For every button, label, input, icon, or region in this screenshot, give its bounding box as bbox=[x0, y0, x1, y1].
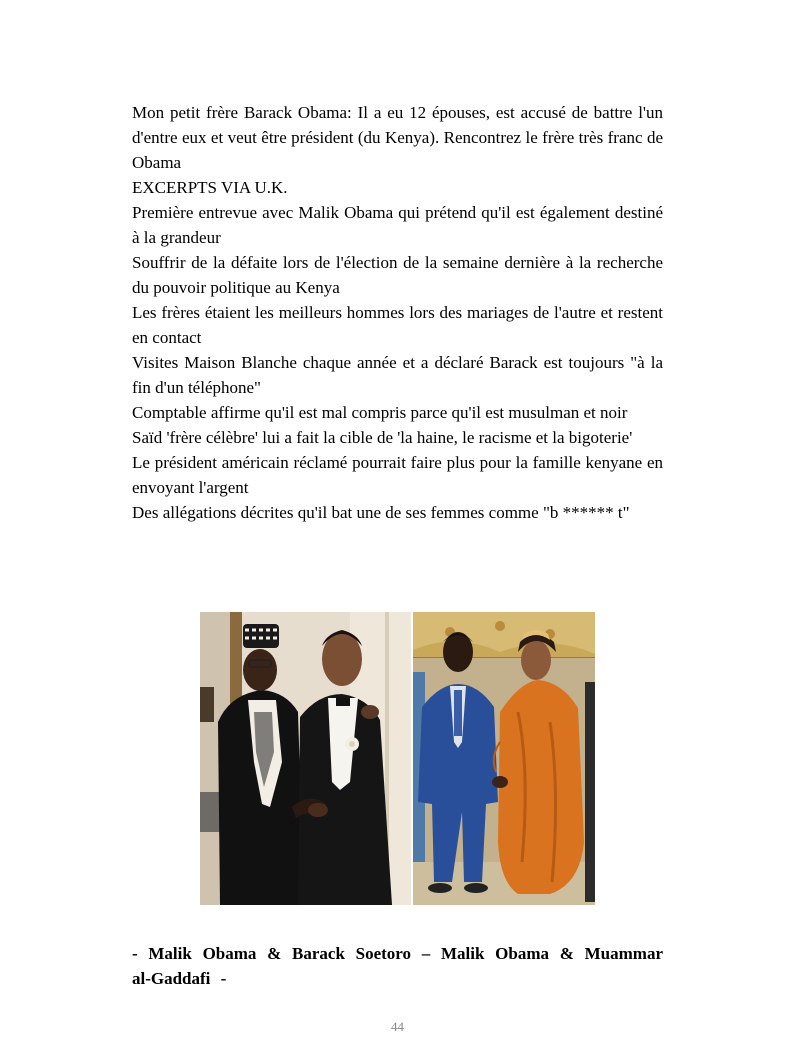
article-body bbox=[132, 100, 663, 525]
paragraph-bullet-7: Le président américain réclamé pourrait faire plus pour la famille kenyane en envoyant l'argent bbox=[132, 453, 663, 497]
paragraph-excerpts: EXCERPTS VIA U.K. bbox=[132, 178, 288, 197]
photo-left-wedding bbox=[200, 612, 412, 905]
paragraph-bullet-5: Comptable affirme qu'il est mal compris parce qu'il est musulman et noir bbox=[132, 403, 628, 422]
photo-right-tent bbox=[413, 612, 595, 905]
paragraph-bullet-1: Première entrevue avec Malik Obama qui prétend qu'il est également destiné à la grandeur bbox=[132, 203, 663, 247]
paragraph-bullet-8: Des allégations décrites qu'il bat une de ses femmes comme "b ****** t" bbox=[132, 503, 630, 522]
paragraph-bullet-4: Visites Maison Blanche chaque année et a déclaré Barack est toujours "à la fin d'un téléphone" bbox=[132, 353, 663, 397]
paragraph-bullet-2: Souffrir de la défaite lors de l'élection de la semaine dernière à la recherche du pouvoir politique au Kenya bbox=[132, 253, 663, 297]
paragraph-headline: Mon petit frère Barack Obama: Il a eu 12 épouses, est accusé de battre l'un d'entre eux et veut être président (du Kenya). Rencontrez le frère très franc de Obama bbox=[132, 103, 663, 172]
page-number: 44 bbox=[391, 1019, 404, 1034]
paragraph-bullet-3: Les frères étaient les meilleurs hommes lors des mariages de l'autre et restent en contact bbox=[132, 303, 663, 347]
paragraph-bullet-6: Saïd 'frère célèbre' lui a fait la cible de 'la haine, le racisme et la bigoterie' bbox=[132, 428, 633, 447]
photo-caption: - Malik Obama & Barack Soetoro – Malik Obama & Muammar al-Gaddafi - bbox=[132, 944, 663, 988]
photo-collage bbox=[200, 612, 595, 905]
